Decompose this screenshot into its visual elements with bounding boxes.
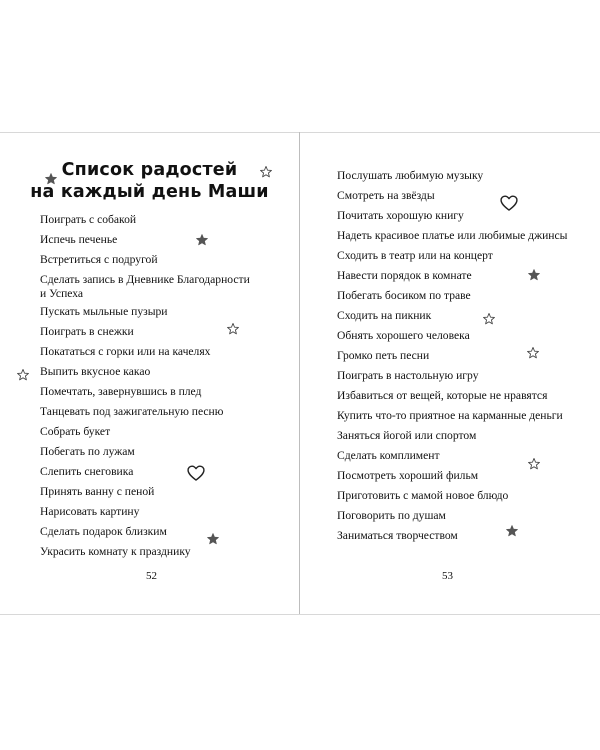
list-item: Пускать мыльные пузыри [40,305,168,318]
star-filled-icon [44,172,58,186]
list-item: Обнять хорошего человека [337,329,470,342]
list-item: Сделать комплимент [337,449,440,462]
list-item: Громко петь песни [337,349,430,362]
list-item: Почитать хорошую книгу [337,209,464,222]
star-outline-icon [526,346,540,360]
page-bottom-edge [0,614,600,615]
list-item: Принять ванну с пеной [40,485,155,498]
page-number-right: 53 [442,570,453,582]
list-item: Помечтать, завернувшись в плед [40,385,202,398]
list-item: Надеть красивое платье или любимые джинсы [337,229,568,242]
list-item: Сходить в театр или на концерт [337,249,493,262]
list-item: Приготовить с мамой новое блюдо [337,489,509,502]
list-item: Побегать по лужам [40,445,135,458]
list-item: Сделать подарок близким [40,525,167,538]
list-item: Побегать босиком по траве [337,289,471,302]
heart-outline-icon [186,463,206,483]
title-line-1: Список радостей [61,160,238,180]
list-item: Избавиться от вещей, которые не нравятся [337,389,548,402]
list-item: Испечь печенье [40,233,118,246]
star-outline-icon [16,368,30,382]
star-outline-icon [259,165,273,179]
list-item: Выпить вкусное какао [40,365,151,378]
list-item: Поиграть с собакой [40,213,137,226]
star-filled-icon [206,532,220,546]
list-item: Нарисовать картину [40,505,140,518]
list-item: Сделать запись в Дневнике Благодарности [40,273,250,286]
list-item: Танцевать под зажигательную песню [40,405,224,418]
list-item: Поиграть в настольную игру [337,369,479,382]
list-item: Слепить снеговика [40,465,134,478]
star-filled-icon [527,268,541,282]
list-item: Навести порядок в комнате [337,269,472,282]
star-filled-icon [505,524,519,538]
list-item: Поговорить по душам [337,509,446,522]
list-item: Сходить на пикник [337,309,432,322]
list-item: Покататься с горки или на качелях [40,345,211,358]
right-page [300,132,600,614]
list-item-continued: и Успеха [40,287,84,300]
list-item: Встретиться с подругой [40,253,158,266]
star-outline-icon [527,457,541,471]
title-line-2: на каждый день Маши [30,182,269,202]
list-item: Послушать любимую музыку [337,169,484,182]
list-item: Смотреть на звёзды [337,189,435,202]
list-item: Украсить комнату к празднику [40,545,191,558]
list-item: Заняться йогой или спортом [337,429,477,442]
heart-outline-icon [499,193,519,213]
left-page [0,132,299,614]
list-item: Посмотреть хороший фильм [337,469,479,482]
page-number-left: 52 [146,570,157,582]
star-filled-icon [195,233,209,247]
list-item: Собрать букет [40,425,111,438]
list-item: Поиграть в снежки [40,325,134,338]
list-item: Купить что-то приятное на карманные деньги [337,409,563,422]
star-outline-icon [226,322,240,336]
star-outline-icon [482,312,496,326]
list-item: Заниматься творчеством [337,529,458,542]
